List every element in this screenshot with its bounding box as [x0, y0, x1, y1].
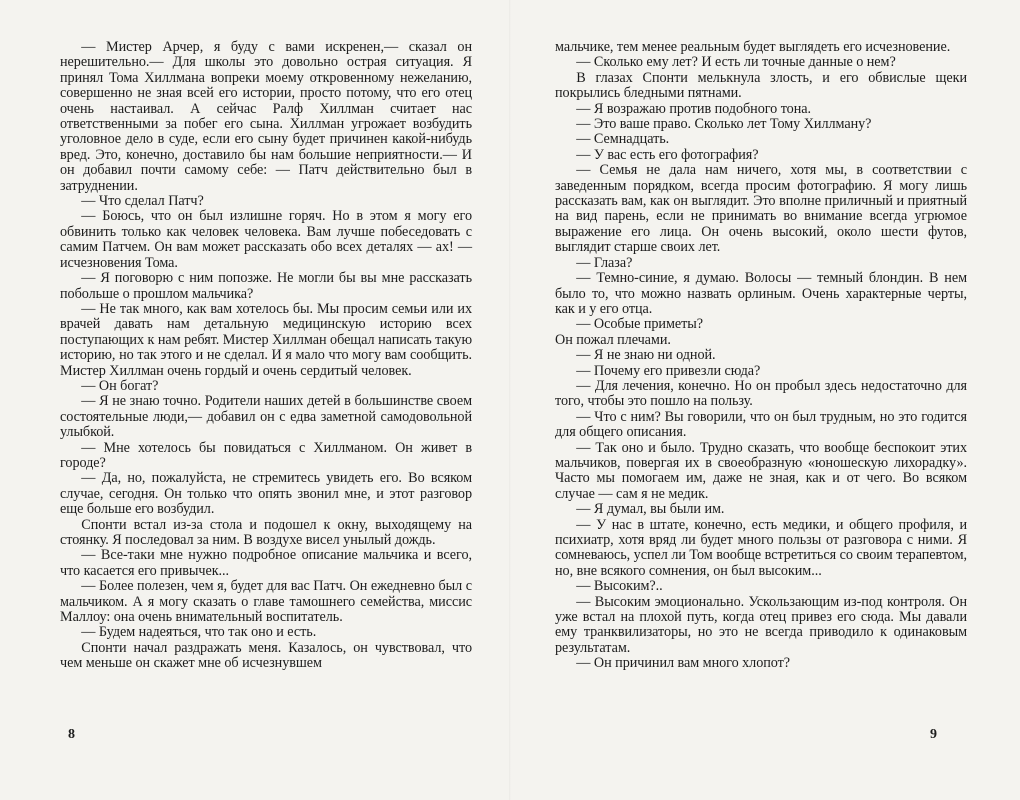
- left-page: [60, 40, 472, 672]
- paragraph: — Я поговорю с ним попозже. Не могли бы вы мне рассказать побольше о прошлом мальчика?: [60, 270, 472, 302]
- paragraph: — Высоким?..: [576, 578, 663, 595]
- page-number-left: 8: [68, 727, 75, 742]
- paragraph: — Я думал, вы были им.: [576, 501, 725, 518]
- paragraph: мальчике, тем менее реальным будет выглядеть его исчезновение.: [555, 39, 951, 55]
- paragraph: — Темно-синие, я думаю. Волосы — темный блондин. В нем было то, что можно назвать орлиным. Очень характерные черты, как и у его отца.: [555, 270, 967, 317]
- paragraph: — Почему его привезли сюда?: [576, 362, 761, 379]
- paragraph: — Что с ним? Вы говорили, что он был трудным, но это годится для общего описания.: [555, 408, 967, 441]
- paragraph: — У вас есть его фотография?: [576, 146, 759, 163]
- paragraph: — Семья не дала нам ничего, хотя мы, в соответствии с заведенным порядком, всегда просим фотографию. Я могу лишь рассказать вам, как он выглядит. Это вполне приличный и приятный на вид парень, если не принимать во внимание всегда угрюмое выражение его лица. Он очень высокий, около шести футов, выглядит старше своих лет.: [555, 162, 967, 256]
- right-page: [555, 40, 967, 672]
- paragraph: — Я возражаю против подобного тона.: [576, 100, 812, 117]
- page-number-right: 9: [930, 727, 937, 742]
- paragraph: — Глаза?: [576, 254, 633, 271]
- paragraph: — Что сделал Патч?: [81, 193, 204, 210]
- paragraph: — Для лечения, конечно. Но он пробыл здесь недостаточно для того, чтобы это пошло на пользу.: [555, 377, 967, 410]
- book-gutter: [509, 0, 511, 800]
- paragraph: — Особые приметы?: [576, 316, 703, 333]
- paragraph: — Он причинил вам много хлопот?: [576, 655, 791, 672]
- paragraph: — Семнадцать.: [576, 131, 670, 148]
- paragraph: — Сколько ему лет? И есть ли точные данные о нем?: [576, 54, 896, 71]
- paragraph: — Я не знаю точно. Родители наших детей в большинстве своем состоятельные люди,— добавил он с едва заметной самодовольной улыбкой.: [60, 393, 472, 441]
- paragraph: — Более полезен, чем я, будет для вас Патч. Он ежедневно был с мальчиком. А я могу сказать о главе тамошнего семейства, миссис Маллоу: она очень внимательный воспитатель.: [60, 578, 472, 626]
- paragraph: — Не так много, как вам хотелось бы. Мы просим семьи или их врачей давать нам детальную медицинскую историю всех поступающих к нам ребят. Мистер Хиллман обещал написать такую историю, но так этого и не сделал. И я мало что могу вам сообщить. Мистер Хиллман очень гордый и очень сердитый человек.: [60, 300, 472, 379]
- paragraph: Спонти встал из-за стола и подошел к окну, выходящему на стоянку. Я последовал за ним. В воздухе висел унылый дождь.: [60, 516, 472, 548]
- paragraph: — У нас в штате, конечно, есть медики, и общего профиля, и психиатр, хотя вряд ли будет много пользы от разговора с ними. Я сомневаюсь, успел ли Том вообще встретиться со своим терапевтом, но, вне всякого сомнения, он был высоким...: [555, 516, 967, 579]
- paragraph: — Будем надеяться, что так оно и есть.: [81, 624, 317, 641]
- paragraph: — Он богат?: [81, 377, 159, 394]
- paragraph: — Да, но, пожалуйста, не стремитесь увидеть его. Во всяком случае, сегодня. Он только что опять звонил мне, и этот разговор еще больше его возбудил.: [60, 470, 472, 518]
- paragraph: Он пожал плечами.: [555, 331, 671, 348]
- paragraph: — Я не знаю ни одной.: [576, 347, 716, 364]
- paragraph: Спонти начал раздражать меня. Казалось, он чувствовал, что чем меньше он скажет мне об исчезнувшем: [60, 639, 472, 672]
- paragraph: — Это ваше право. Сколько лет Тому Хиллману?: [576, 116, 872, 133]
- paragraph: — Мне хотелось бы повидаться с Хиллманом. Он живет в городе?: [60, 439, 472, 471]
- paragraph: — Все-таки мне нужно подробное описание мальчика и всего, что касается его привычек...: [60, 547, 472, 579]
- paragraph: — Так оно и было. Трудно сказать, что вообще беспокоит этих мальчиков, повергая их в своеобразную «юношескую лихорадку». Часто мы помогаем им, даже не зная, как и от чего. Во всяком случае — сам я не медик.: [555, 439, 967, 502]
- paragraph: — Высоким эмоционально. Ускользающим из-под контроля. Он уже встал на плохой путь, когда отец привез его сюда. Мы давали ему транквилизаторы, но это не всегда приводило к одинаковым результатам.: [555, 593, 967, 656]
- paragraph: В глазах Спонти мелькнула злость, и его обвислые щеки покрылись бледными пятнами.: [555, 69, 967, 102]
- paragraph: — Мистер Арчер, я буду с вами искренен,— сказал он нерешительно.— Для школы это довольно острая ситуация. Я принял Тома Хиллмана вопреки моему откровенному нежеланию, совершенно не зная всей его истории, просто потому, что его отец очень настаивал. А сейчас Ралф Хиллман считает нас ответственными за побег его сына. Хиллман угрожает возбудить уголовное дело в суде, если его сыну будет причинен какой-нибудь вред. Это, конечно, доставило бы нам большие неприятности.— И он добавил почти самому себе: — Патч действительно был в затруднении.: [60, 39, 472, 194]
- paragraph: — Боюсь, что он был излишне горяч. Но в этом я могу его обвинить только как человек человека. Вам лучше побеседовать с самим Патчем. Он вам может рассказать обо всех деталях — ах! — исчезновения Тома.: [60, 208, 472, 271]
